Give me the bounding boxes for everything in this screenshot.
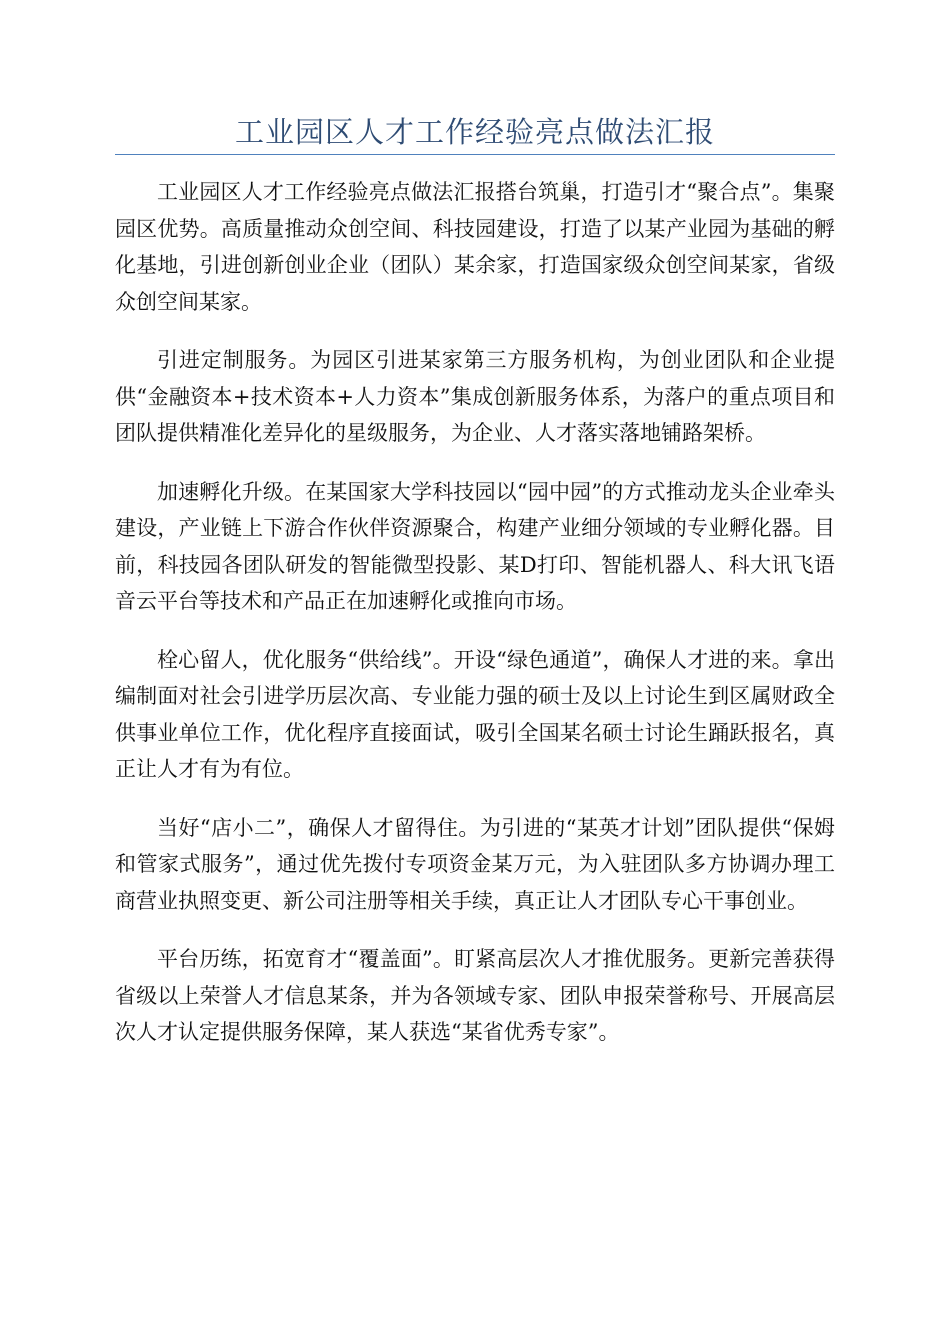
paragraph-2: 引进定制服务。为园区引进某家第三方服务机构，为创业团队和企业提供“金融资本+技术资本+人力资本”集成创新服务体系，为落户的重点项目和团队提供精准化差异化的星级服务，为企业、人才落实落地铺路架桥。 [115,348,835,445]
paragraph-4: 栓心留人，优化服务“供给线”。开设“绿色通道”，确保人才进的来。拿出编制面对社会引进学历层次高、专业能力强的硕士及以上讨论生到区属财政全供事业单位工作，优化程序直接面试，吸引全国某名硕士讨论生踊跃报名，真正让人才有为有位。 [115,647,835,781]
paragraph-6: 平台历练，拓宽育才“覆盖面”。盯紧高层次人才推优服务。更新完善获得省级以上荣誉人才信息某条，并为各领域专家、团队申报荣誉称号、开展高层次人才认定提供服务保障，某人获选“某省优秀专家”。 [115,947,835,1044]
document-body [115,174,835,1073]
title-underline-divider [115,154,835,155]
paragraph-3: 加速孵化升级。在某国家大学科技园以“园中园”的方式推动龙头企业牵头建设，产业链上下游合作伙伴资源聚合，构建产业细分领域的专业孵化器。目前，科技园各团队研发的智能微型投影、某D打印、智能机器人、科大讯飞语音云平台等技术和产品正在加速孵化或推向市场。 [115,479,835,613]
paragraph-1: 工业园区人才工作经验亮点做法汇报搭台筑巢，打造引才“聚合点”。集聚园区优势。高质量推动众创空间、科技园建设，打造了以某产业园为基础的孵化基地，引进创新创业企业（团队）某余家，打造国家级众创空间某家，省级众创空间某家。 [115,180,835,314]
page-title: 工业园区人才工作经验亮点做法汇报 [234,115,715,149]
paragraph-5: 当好“店小二”，确保人才留得住。为引进的“某英才计划”团队提供“保姆和管家式服务”，通过优先拨付专项资金某万元，为入驻团队多方协调办理工商营业执照变更、新公司注册等相关手续，真正让人才团队专心干事创业。 [115,815,835,913]
